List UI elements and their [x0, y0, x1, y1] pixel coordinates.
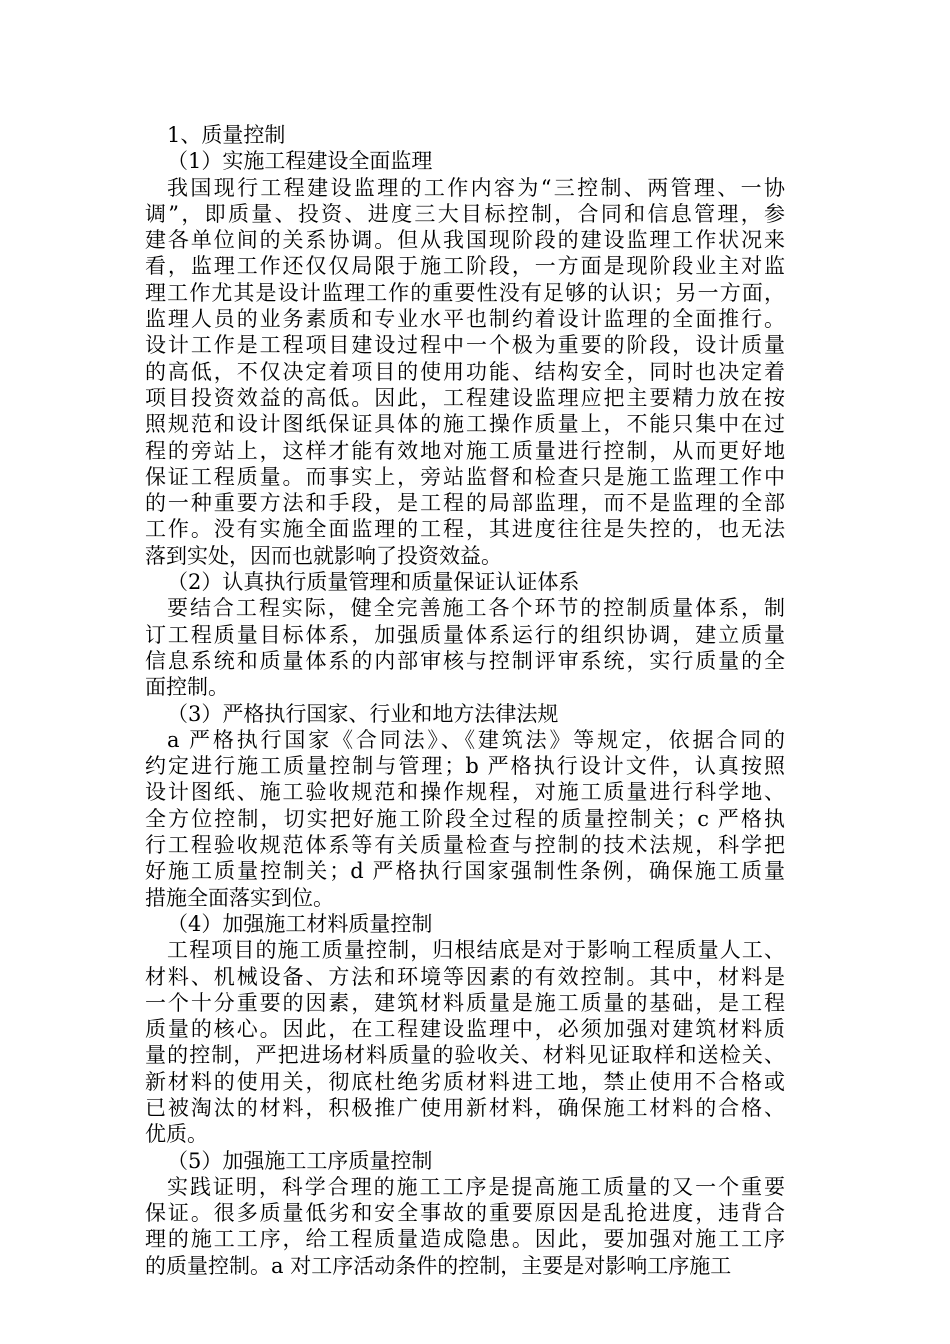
- paragraph-line: 已被淘汰的材料，积极推广使用新材料，确保施工材料的合格、: [145, 1095, 785, 1120]
- paragraph-line: a 严格执行国家《合同法》、《建筑法》等规定，依据合同的: [167, 727, 785, 752]
- paragraph-line: 质量的核心。因此，在工程建设监理中，必须加强对建筑材料质: [145, 1017, 785, 1042]
- paragraph-line: 工程项目的施工质量控制，归根结底是对于影响工程质量人工、: [167, 938, 785, 963]
- paragraph-line: 设计工作是工程项目建设过程中一个极为重要的阶段，设计质量: [145, 333, 785, 358]
- paragraph-line: 看，监理工作还仅仅局限于施工阶段，一方面是现阶段业主对监: [145, 254, 785, 279]
- paragraph-line: 理工作尤其是设计监理工作的重要性没有足够的认识；另一方面，: [145, 280, 785, 305]
- paragraph-line: 项目投资效益的高低。因此，工程建设监理应把主要精力放在按: [145, 385, 785, 410]
- section-heading: （3）严格执行国家、行业和地方法律法规: [167, 701, 559, 726]
- paragraph-line: 理的施工工序，给工程质量造成隐患。因此，要加强对施工工序: [145, 1227, 785, 1252]
- paragraph-line: 优质。: [145, 1122, 208, 1147]
- paragraph-line: 量的控制，严把进场材料质量的验收关、材料见证取样和送检关、: [145, 1043, 785, 1068]
- section-heading: （4）加强施工材料质量控制: [167, 911, 433, 936]
- paragraph-line: 建各单位间的关系协调。但从我国现阶段的建设监理工作状况来: [145, 228, 785, 253]
- paragraph-line: 工作。没有实施全面监理的工程，其进度往往是失控的，也无法: [145, 517, 785, 542]
- paragraph-line: 面控制。: [145, 675, 229, 700]
- section-heading: （2）认真执行质量管理和质量保证认证体系: [167, 570, 580, 595]
- paragraph-line: 程的旁站上，这样才能有效地对施工质量进行控制，从而更好地: [145, 438, 785, 463]
- paragraph-line: 设计图纸、施工验收规范和操作规程，对施工质量进行科学地、: [145, 780, 785, 805]
- document-sections: [145, 148, 785, 1279]
- paragraph-line: 的一种重要方法和手段，是工程的局部监理，而不是监理的全部: [145, 491, 785, 516]
- paragraph-line: 好施工质量控制关；d 严格执行国家强制性条例，确保施工质量: [145, 859, 785, 884]
- paragraph-line: 保证。很多质量低劣和安全事故的重要原因是乱抢进度，违背合: [145, 1201, 785, 1226]
- paragraph-line: 照规范和设计图纸保证具体的施工操作质量上，不能只集中在过: [145, 412, 785, 437]
- paragraph-line: 订工程质量目标体系，加强质量体系运行的组织协调，建立质量: [145, 622, 785, 647]
- paragraph-line: 一个十分重要的因素，建筑材料质量是施工质量的基础，是工程: [145, 990, 785, 1015]
- paragraph-line: 的质量控制。a 对工序活动条件的控制，主要是对影响工序施工: [145, 1253, 732, 1278]
- document-body: [145, 122, 785, 1279]
- section-heading: （5）加强施工工序质量控制: [167, 1148, 433, 1173]
- paragraph-line: 信息系统和质量体系的内部审核与控制评审系统，实行质量的全: [145, 648, 785, 673]
- paragraph-line: 调”，即质量、投资、进度三大目标控制，合同和信息管理，参: [145, 201, 785, 226]
- paragraph-line: 约定进行施工质量控制与管理；b 严格执行设计文件，认真按照: [145, 754, 785, 779]
- paragraph-line: 实践证明，科学合理的施工工序是提高施工质量的又一个重要: [167, 1174, 785, 1199]
- paragraph-line: 要结合工程实际，健全完善施工各个环节的控制质量体系，制: [167, 596, 785, 621]
- paragraph-line: 行工程验收规范体系等有关质量检查与控制的技术法规，科学把: [145, 833, 785, 858]
- paragraph-line: 的高低，不仅决定着项目的使用功能、结构安全，同时也决定着: [145, 359, 785, 384]
- paragraph-line: 新材料的使用关，彻底杜绝劣质材料进工地，禁止使用不合格或: [145, 1069, 785, 1094]
- paragraph-line: 落到实处，因而也就影响了投资效益。: [145, 543, 502, 568]
- paragraph-line: 保证工程质量。而事实上，旁站监督和检查只是施工监理工作中: [145, 464, 785, 489]
- paragraph-line: 全方位控制，切实把好施工阶段全过程的质量控制关；c 严格执: [145, 806, 785, 831]
- paragraph-line: 材料、机械设备、方法和环境等因素的有效控制。其中，材料是: [145, 964, 785, 989]
- document-title: 1、质量控制: [167, 123, 286, 147]
- paragraph-line: 我国现行工程建设监理的工作内容为“三控制、两管理、一协: [167, 175, 785, 200]
- paragraph-line: 监理人员的业务素质和专业水平也制约着设计监理的全面推行。: [145, 307, 785, 332]
- paragraph-line: 措施全面落实到位。: [145, 885, 334, 910]
- section-heading: （1）实施工程建设全面监理: [167, 149, 433, 174]
